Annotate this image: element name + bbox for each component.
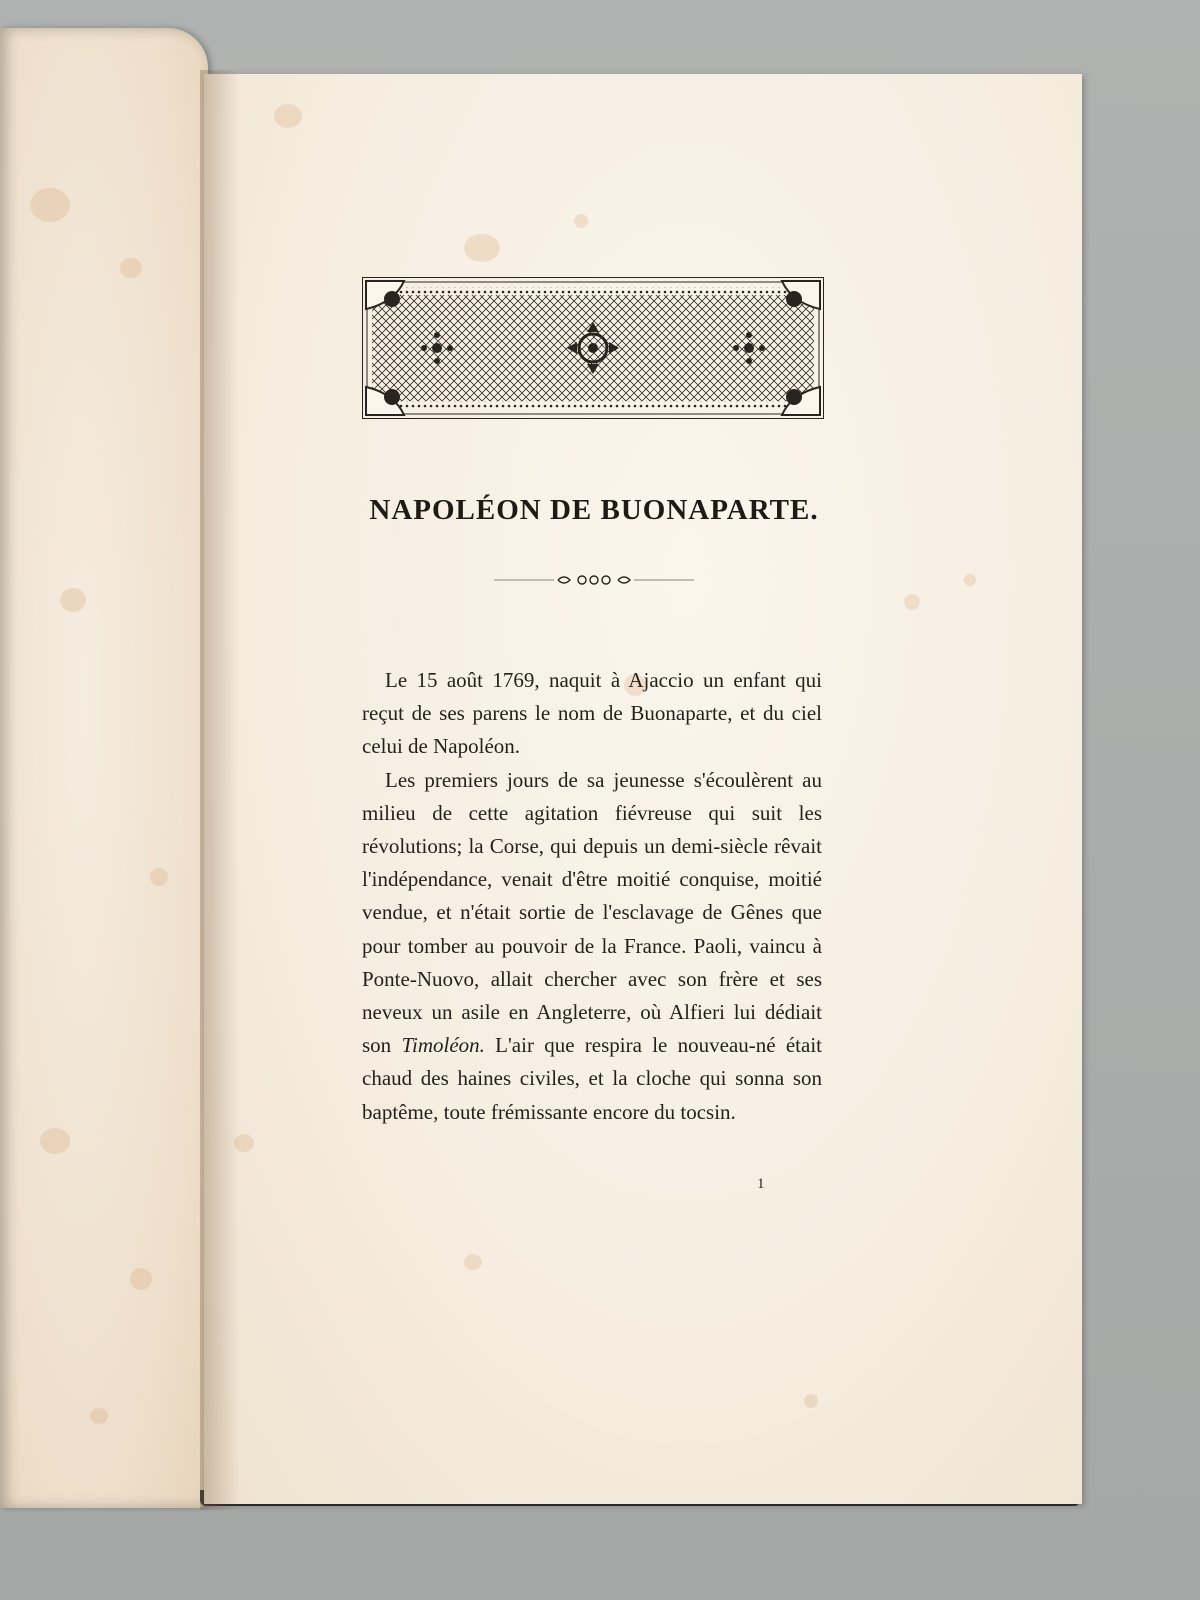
foxing-spot [130, 1268, 152, 1290]
body-text [362, 664, 822, 1129]
foxing-spot [464, 234, 500, 262]
page-title: NAPOLÉON DE BUONAPARTE. [369, 494, 819, 526]
foxing-spot [30, 188, 70, 222]
left-page [0, 28, 208, 1508]
fleuron-divider-icon [494, 572, 694, 588]
paragraph: Le 15 août 1769, naquit à Ajaccio un enfant qui reçut de ses parens le nom de Buonaparte, et du ciel celui de Napoléon. [362, 668, 822, 759]
page-gutter-shadow [200, 70, 240, 1510]
foxing-spot [120, 258, 142, 278]
foxing-spot [904, 594, 920, 610]
foxing-spot [574, 214, 588, 228]
foxing-spot [40, 1128, 70, 1154]
page-number: 1 [757, 1176, 765, 1192]
right-page [204, 74, 1082, 1504]
foxing-spot [274, 104, 302, 128]
italic-work-title: Timoléon. [401, 1033, 485, 1058]
foxing-spot [464, 1254, 482, 1270]
foxing-spot [150, 868, 168, 886]
foxing-spot [804, 1394, 818, 1408]
paragraph-text: Les premiers jours de sa jeunesse s'écoulèrent au milieu de cette agitation fiévreuse qui suit les révolutions; la Corse, qui depuis un demi-siècle rêvait l'indépendance, venait d'être moitié conquise, moitié vendue, et n'était sortie de l'esclavage de Gênes que pour tomber au pouvoir de la France. Paoli, vaincu à Ponte-Nuovo, allait chercher avec son frère et ses neveux un asile en Angleterre, où Alfieri lui dédiait son [362, 767, 822, 1058]
paragraph [362, 764, 822, 1129]
foxing-spot [964, 574, 976, 586]
paragraph-text: L'air que respira le nouveau-né était chaud des haines civiles, et la cloche qui sonna son baptême, toute frémissante encore du tocsin. [362, 1033, 822, 1124]
foxing-spot [90, 1408, 108, 1424]
foxing-spot [60, 588, 86, 612]
lace-ornament-icon [362, 277, 824, 419]
